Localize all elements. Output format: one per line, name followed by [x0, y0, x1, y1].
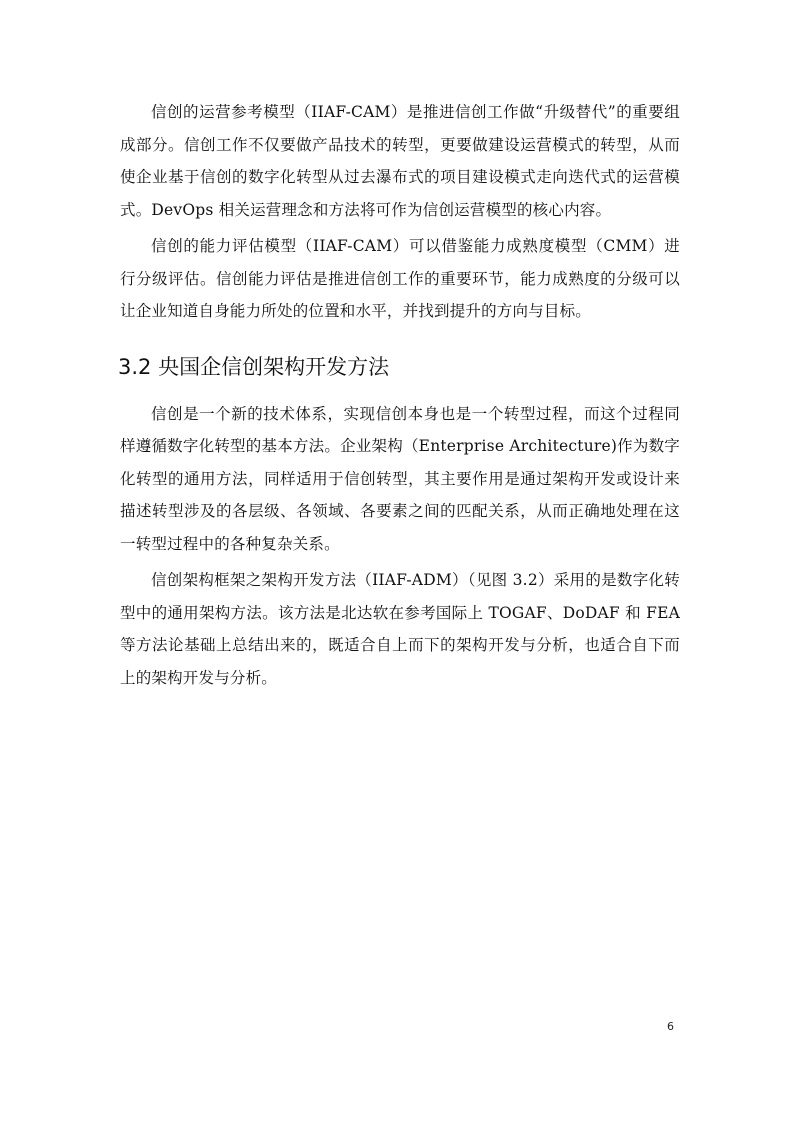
paragraph-architecture-method: 信创架构框架之架构开发方法（IIAF-ADM）（见图 3.2）采用的是数字化转型中的通用架构方法。该方法是北达软在参考国际上 TOGAF、DoDAF 和 FEA 等方法论基础上总结出来的，既适合自上而下的架构开发与分析，也适合自下而上的架构开发与分析。 [120, 571, 680, 687]
paragraph-enterprise-architecture: 信创是一个新的技术体系，实现信创本身也是一个转型过程，而这个过程同样遵循数字化转型的基本方法。企业架构（Enterprise Architecture)作为数字化转型的通用方法，同样适用于信创转型，其主要作用是通过架构开发或设计来描述转型涉及的各层级、各领域、各要素之间的匹配关系，从而正确地处理在这一转型过程中的各种复杂关系。 [120, 404, 680, 553]
paragraph-operations-model: 信创的运营参考模型（IIAF-CAM）是推进信创工作做“升级替代”的重要组成部分。信创工作不仅要做产品技术的转型，更要做建设运营模式的转型，从而使企业基于信创的数字化转型从过去瀑布式的项目建设模式走向迭代式的运营模式。DevOps 相关运营理念和方法将可作为信创运营模型的核心内容。 [120, 103, 680, 219]
section-heading: 3.2 央国企信创架构开发方法 [118, 354, 390, 379]
page-number: 6 [667, 1020, 674, 1033]
paragraph-capability-assessment: 信创的能力评估模型（IIAF-CAM）可以借鉴能力成熟度模型（CMM）进行分级评估。信创能力评估是推进信创工作的重要环节，能力成熟度的分级可以让企业知道自身能力所处的位置和水平，并找到提升的方向与目标。 [120, 237, 680, 320]
document-page [120, 96, 680, 698]
